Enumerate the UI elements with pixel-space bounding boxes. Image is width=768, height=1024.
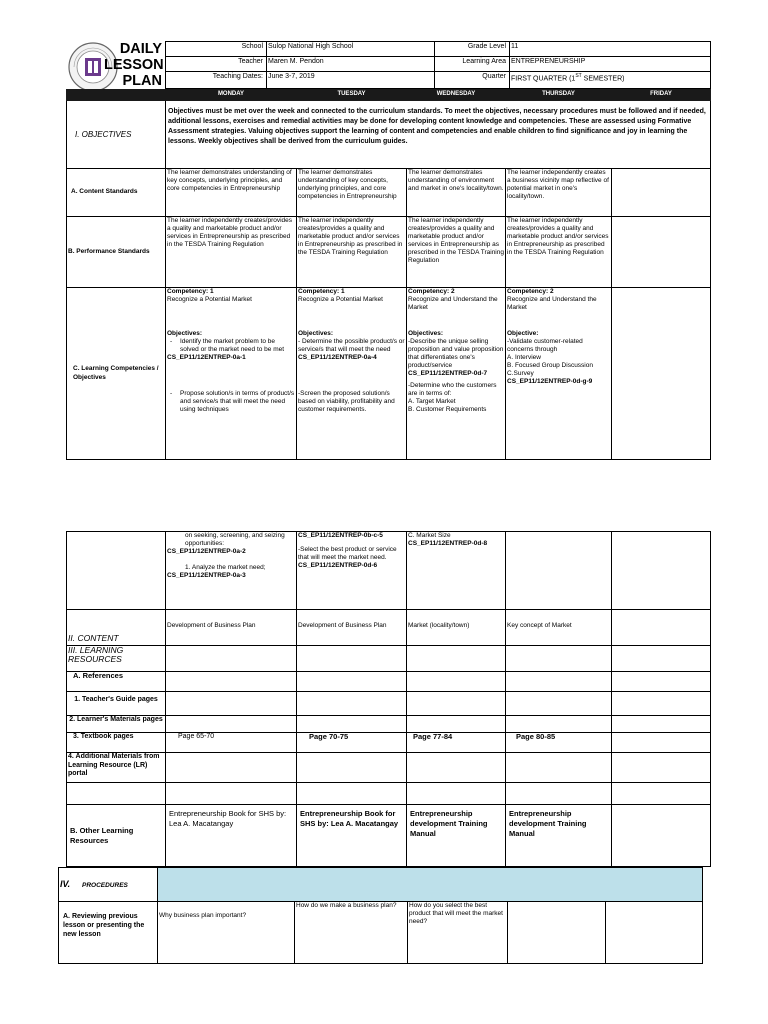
content-standards-row [67, 169, 711, 217]
title-line-plan: PLAN [122, 73, 162, 89]
grade-label: Grade Level [435, 42, 510, 57]
competencies-cont-thu [506, 532, 612, 610]
day-monday: MONDAY [166, 90, 297, 101]
quarter-label: Quarter [435, 72, 510, 89]
competencies-row [67, 288, 711, 460]
other-resources-mon: Entrepreneurship Book for SHS by: Lea A. Macatangay [166, 805, 297, 867]
additional-materials-row [67, 753, 711, 783]
other-resources-tue: Entrepreneurship Book for SHS by: Lea A. Macatangay [297, 805, 407, 867]
content-fri [612, 610, 711, 646]
review-label: A. Reviewing previous lesson or presenting the new lesson [59, 902, 158, 964]
other-resources-thu: Entrepreneurship development Training Manual [506, 805, 612, 867]
performance-standards-tue: The learner independently creates/provides a quality and marketable product and/or services in Entrepreneurship as prescribed in the TESDA Training Regulation [297, 217, 407, 288]
review-row [59, 902, 703, 964]
area-label: Learning Area [435, 57, 510, 72]
competencies-mon: Competency: 1 Recognize a Potential Market Objectives: - Identify the market problem to be solved or the market need to be met CS_EP11/12ENTREP-0a-1 - Propose solution/s in terms of product/s and service/s that will meet the need using techniques [166, 288, 297, 460]
days-header-row [67, 90, 711, 101]
header-info-table [165, 41, 711, 89]
learning-resources-label: III. LEARNING RESOURCES [67, 646, 166, 672]
competencies-cont-row [67, 532, 711, 610]
content-tue: Development of Business Plan [297, 610, 407, 646]
content-standards-mon: The learner demonstrates understanding of key concepts, underlying principles, and core competencies in Entrepreneurship [166, 169, 297, 217]
other-resources-row [67, 805, 711, 867]
competencies-wed: Competency: 2 Recognize and Understand the Market Objectives: -Describe the unique selling proposition and value proposition that differentiates one's product/service CS_EP11/12ENTREP-0d-7 -Determine who the customers are in terms of: A. Target Market B. Customer Requirements [407, 288, 506, 460]
content-standards-label: A. Content Standards [67, 169, 166, 217]
teachers-guide-label: 1. Teacher's Guide pages [67, 692, 166, 716]
teachers-guide-row [67, 692, 711, 716]
content-thu: Key concept of Market [506, 610, 612, 646]
learners-materials-label: 2. Learner's Materials pages [67, 716, 166, 733]
procedures-fill [158, 868, 703, 902]
teacher-label: Teacher [166, 57, 267, 72]
content-wed: Market (locality/town) [407, 610, 506, 646]
day-thursday: THURSDAY [506, 90, 612, 101]
objectives-label: I. OBJECTIVES [67, 101, 166, 169]
procedures-row [59, 868, 703, 902]
procedures-label: IV. PROCEDURES [59, 868, 158, 902]
objectives-row [67, 101, 711, 169]
blank-resources-row [67, 783, 711, 805]
additional-materials-label: 4. Additional Materials from Learning Resource (LR) portal [67, 753, 166, 783]
textbook-wed: Page 77-84 [407, 733, 506, 753]
competencies-tue: Competency: 1 Recognize a Potential Market Objectives: - Determine the possible product/s or service/s that will meet the need CS_EP11/12ENTREP-0a-4 -Screen the proposed solution/s based on viability, profitability and customer requirements. [297, 288, 407, 460]
review-mon: Why business plan important? [158, 902, 295, 964]
day-tuesday: TUESDAY [297, 90, 407, 101]
content-label: II. CONTENT [67, 610, 166, 646]
competencies-cont-tue: CS_EP11/12ENTREP-0b-c-5 -Select the best product or service that will meet the market need. CS_EP11/12ENTREP-0d-6 [297, 532, 407, 610]
school-label: School [166, 42, 267, 57]
performance-standards-label: B. Performance Standards [67, 217, 166, 288]
review-wed: How do you select the best product that will meet the market need? [408, 902, 508, 964]
performance-standards-thu: The learner independently creates/provides a quality and marketable product and/or services in Entrepreneurship as prescribed in the TESDA Training Regulation [506, 217, 612, 288]
plan-title [104, 41, 162, 91]
lesson-table-page2 [66, 531, 711, 867]
performance-standards-mon: The learner independently creates/provides a quality and marketable product and/or services in Entrepreneurship as prescribed in the TESDA Training Regulation [166, 217, 297, 288]
day-friday: FRIDAY [612, 90, 711, 101]
content-standards-thu: The learner independently creates a business vicinity map reflective of potential market in one's locality/town. [506, 169, 612, 217]
competencies-cont-fri [612, 532, 711, 610]
references-label: A. References [67, 672, 166, 692]
textbook-tue: Page 70-75 [297, 733, 407, 753]
review-thu [508, 902, 606, 964]
title-line-lesson: LESSON [104, 57, 164, 73]
review-fri [606, 902, 703, 964]
competencies-label: C. Learning Competencies / Objectives [67, 288, 166, 460]
school-value: Sulop National High School [267, 42, 435, 57]
dates-label: Teaching Dates: [166, 72, 267, 89]
grade-value: 11 [510, 42, 711, 57]
area-value: ENTREPRENEURSHIP [510, 57, 711, 72]
textbook-mon: Page 65-70 [166, 733, 297, 753]
other-resources-wed: Entrepreneurship development Training Manual [407, 805, 506, 867]
competencies-cont-mon: on seeking, screening, and seizing opportunities: CS_EP11/12ENTREP-0a-2 1. Analyze the market need; CS_EP11/12ENTREP-0a-3 [166, 532, 297, 610]
content-mon: Development of Business Plan [166, 610, 297, 646]
textbook-label: 3. Textbook pages [67, 733, 166, 753]
title-line-daily: DAILY [119, 41, 162, 57]
procedures-table [58, 867, 703, 964]
content-row [67, 610, 711, 646]
references-row [67, 672, 711, 692]
quarter-value: FIRST QUARTER (1ST SEMESTER) [510, 72, 711, 89]
performance-standards-row [67, 217, 711, 288]
objectives-text: Objectives must be met over the week and connected to the curriculum standards. To meet the objectives, necessary procedures must be followed and if needed, additional lessons, exercises and remedial activities may be done for developing content knowledge and competencies. These are assessed using Formative Assessment strategies. Valuing objectives support the learning of content and competencies and enable children to find significance and joy in learning the lessons. Weekly objectives shall be derived from the curriculum guides. [166, 101, 711, 169]
learning-resources-row [67, 646, 711, 672]
performance-standards-wed: The learner independently creates/provides a quality and marketable product and/or services in Entrepreneurship as prescribed in the TESDA Training Regulation [407, 217, 506, 288]
content-standards-wed: The learner demonstrates understanding of environment and market in one's locality/town. [407, 169, 506, 217]
content-standards-tue: The learner demonstrates understanding of key concepts, underlying principles, and core competencies in Entrepreneurship [297, 169, 407, 217]
learners-materials-row [67, 716, 711, 733]
day-wednesday: WEDNESDAY [407, 90, 506, 101]
other-resources-label: B. Other Learning Resources [67, 805, 166, 867]
textbook-row [67, 733, 711, 753]
competencies-cont-wed: C. Market Size CS_EP11/12ENTREP-0d-8 [407, 532, 506, 610]
content-standards-fri [612, 169, 711, 217]
review-tue: How do we make a business plan? [295, 902, 408, 964]
textbook-thu: Page 80-85 [506, 733, 612, 753]
competencies-thu: Competency: 2 Recognize and Understand the Market Objective: -Validate customer-related concerns through A. Interview B. Focused Group Discussion C.Survey CS_EP11/12ENTREP-0d-g-9 [506, 288, 612, 460]
dates-value: June 3-7, 2019 [267, 72, 435, 89]
performance-standards-fri [612, 217, 711, 288]
teacher-value: Maren M. Pendon [267, 57, 435, 72]
competencies-fri [612, 288, 711, 460]
lesson-table-page1 [66, 89, 711, 460]
competencies-cont-label [67, 532, 166, 610]
